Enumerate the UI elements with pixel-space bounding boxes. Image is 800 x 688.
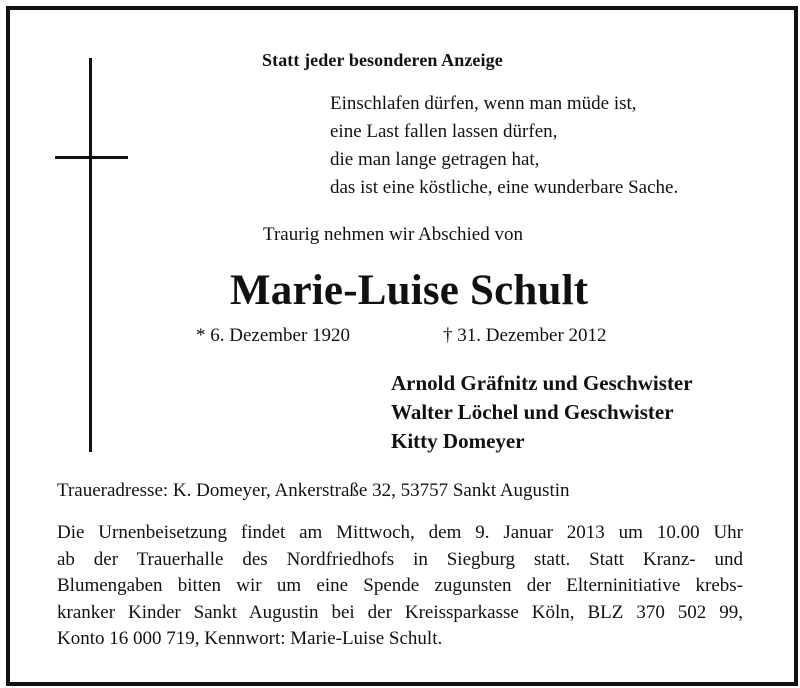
farewell-line: Traurig nehmen wir Abschied von [263,224,523,245]
cross-icon-vertical [89,58,92,452]
death-date: † 31. Dezember 2012 [443,325,607,346]
details-line: Die Urnenbeisetzung findet am Mittwoch, dem 9. Januar 2013 um 10.00 Uhr [57,522,743,543]
cross-icon-horizontal [55,156,128,159]
funeral-details [57,520,743,653]
poem-line: eine Last fallen lassen dürfen, [330,121,558,142]
poem [330,90,678,202]
mourners-list [391,369,693,456]
details-line: ab der Trauerhalle des Nordfriedhofs in Siegburg statt. Statt Kranz- und [57,548,743,570]
mourner: Kitty Domeyer [391,429,525,453]
details-line: Blumengaben bitten wir um eine Spende zugunsten der Elterninitiative krebs- [57,575,743,596]
notice-heading: Statt jeder besonderen Anzeige [262,50,503,70]
poem-line: die man lange getragen hat, [330,149,540,170]
mourner: Walter Löchel und Geschwister [391,400,674,424]
details-line: kranker Kinder Sankt Augustin bei der Kreissparkasse Köln, BLZ 370 502 99, [57,601,743,623]
mourner: Arnold Gräfnitz und Geschwister [391,371,693,395]
poem-line: das ist eine köstliche, eine wunderbare Sache. [330,177,679,198]
mourning-address: Traueradresse: K. Domeyer, Ankerstraße 32, 53757 Sankt Augustin [57,480,570,501]
birth-date: * 6. Dezember 1920 [196,325,351,346]
deceased-name: Marie-Luise Schult [230,267,589,314]
poem-line: Einschlafen dürfen, wenn man müde ist, [330,93,637,114]
details-line: Konto 16 000 719, Kennwort: Marie-Luise Schult. [57,628,443,649]
